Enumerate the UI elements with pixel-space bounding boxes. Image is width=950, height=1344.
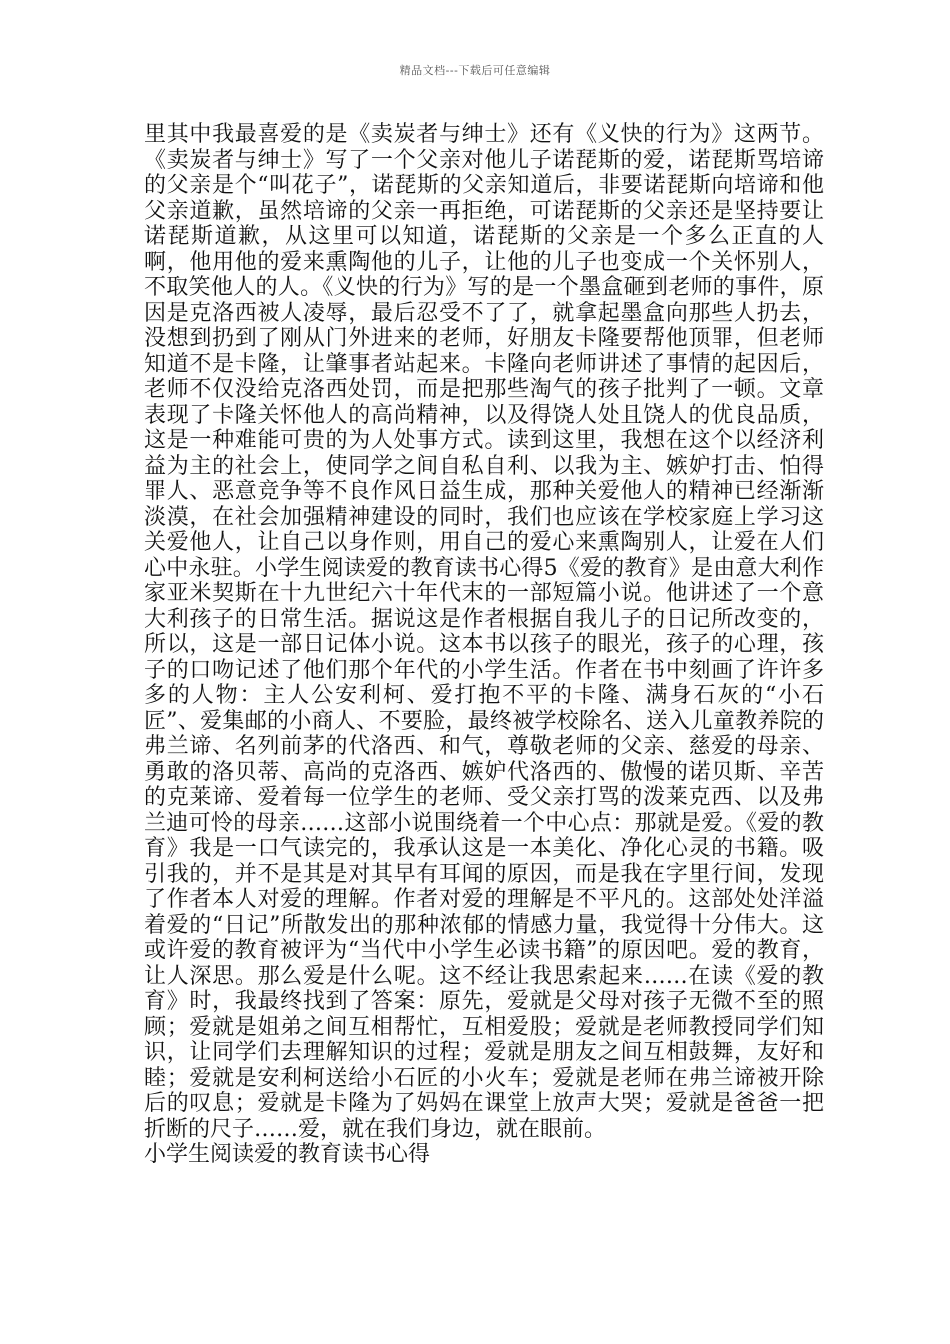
document-body (144, 122, 824, 1168)
body-paragraph: 里其中我最喜爱的是《卖炭者与绅士》还有《义快的行为》这两节。《卖炭者与绅士》写了一个父亲对他儿子诺琵斯的爱，诺琵斯骂培谛的父亲是个“叫花子”，诺琵斯的父亲知道后，非要诺琵斯向培谛和他父亲道歉，虽然培谛的父亲一再拒绝，可诺琵斯的父亲还是坚持要让诺琵斯道歉，从这里可以知道，诺琵斯的父亲是一个多么正直的人啊，他用他的爱来熏陶他的儿子，让他的儿子也变成一个关怀别人，不取笑他人的人。《义快的行为》写的是一个墨盒砸到老师的事件，原因是克洛西被人凌辱，最后忍受不了了，就拿起墨盒向那些人扔去，没想到扔到了刚从门外进来的老师，好朋友卡隆要帮他顶罪，但老师知道不是卡隆，让肇事者站起来。卡隆向老师讲述了事情的起因后，老师不仅没给克洛西处罚，而是把那些淘气的孩子批判了一顿。文章表现了卡隆关怀他人的高尚精神，以及得饶人处且饶人的优良品质，这是一种难能可贵的为人处事方式。读到这里，我想在这个以经济利益为主的社会上，使同学之间自私自利、以我为主、嫉妒打击、怕得罪人、恶意竞争等不良作风日益生成，那种关爱他人的精神已经渐渐淡漠，在社会加强精神建设的同时，我们也应该在学校家庭上学习这关爱他人，让自己以身作则，用自己的爱心来熏陶别人，让爱在人们心中永驻。小学生阅读爱的教育读书心得5《爱的教育》是由意大利作家亚米契斯在十九世纪六十年代末的一部短篇小说。他讲述了一个意大利孩子的日常生活。据说这是作者根据自我儿子的日记所改变的，所以，这是一部日记体小说。这本书以孩子的眼光，孩子的心理，孩子的口吻记述了他们那个年代的小学生活。作者在书中刻画了许许多多的人物：主人公安利柯、爱打抱不平的卡隆、满身石灰的“小石匠”、爱集邮的小商人、不要脸，最终被学校除名、送入儿童教养院的弗兰谛、名列前茅的代洛西、和气，尊敬老师的父亲、慈爱的母亲、勇敢的洛贝蒂、高尚的克洛西、嫉妒代洛西的、傲慢的诺贝斯、辛苦的克莱谛、爱着每一位学生的老师、受父亲打骂的泼莱克西、以及弗兰迪可怜的母亲……这部小说围绕着一个中心点：那就是爱。《爱的教育》我是一口气读完的，我承认这是一本美化、净化心灵的书籍。吸引我的，并不是其是对其早有耳闻的原因，而是我在字里行间，发现了作者本人对爱的理解。作者对爱的理解是不平凡的。这部处处洋溢着爱的“日记”所散发出的那种浓郁的情感力量，我觉得十分伟大。这或许爱的教育被评为“当代中小学生必读书籍”的原因吧。爱的教育，让人深思。那么爱是什么呢。这不经让我思索起来……在读《爱的教育》时，我最终找到了答案：原先，爱就是父母对孩子无微不至的照顾；爱就是姐弟之间互相帮忙，互相爱股；爱就是老师教授同学们知识，让同学们去理解知识的过程；爱就是朋友之间互相鼓舞，友好和睦；爱就是安利柯送给小石匠的小火车；爱就是老师在弗兰谛被开除后的叹息；爱就是卡隆为了妈妈在课堂上放声大哭；爱就是爸爸一把折断的尺子……爱，就在我们身边，就在眼前。 (144, 122, 824, 1142)
page-header: 精品文档---下载后可任意编辑 (399, 64, 551, 77)
closing-line: 小学生阅读爱的教育读书心得 (144, 1142, 431, 1167)
